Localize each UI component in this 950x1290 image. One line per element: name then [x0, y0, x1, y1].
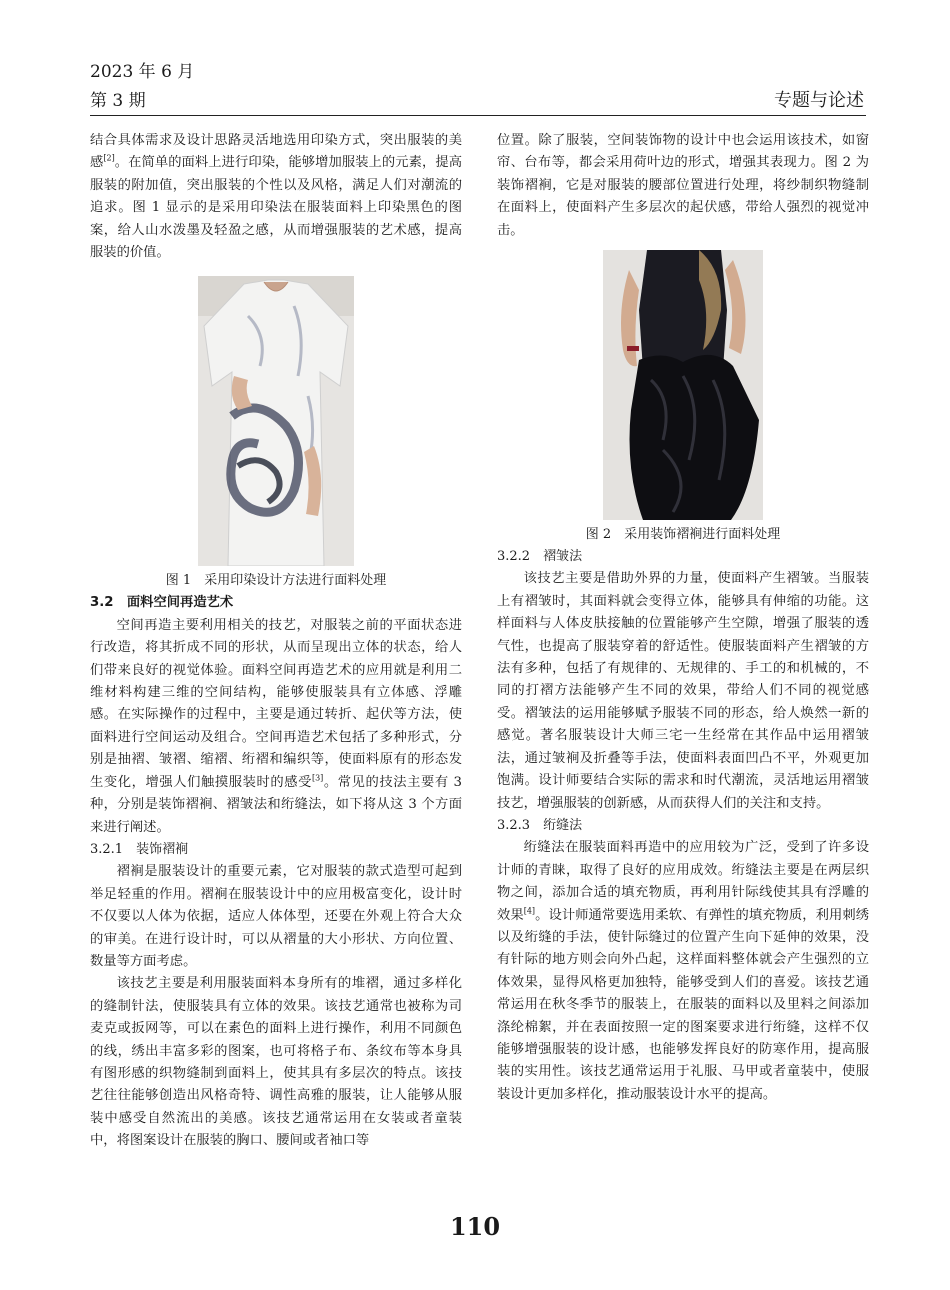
- figure-2-image: [603, 250, 763, 520]
- citation-ref: [3]: [311, 773, 324, 783]
- section-3-2-2-heading: 3.2.2 褶皱法: [497, 549, 583, 565]
- section-3-2-3-heading: 3.2.3 绗缝法: [497, 817, 583, 833]
- section-3-2-1-heading: 3.2.1 装饰褶裥: [90, 841, 189, 857]
- running-header-left: [90, 58, 194, 116]
- right-column: [497, 130, 869, 1106]
- issue-number: 第 3 期: [90, 91, 146, 111]
- citation-ref: [4]: [523, 906, 536, 916]
- header-rule: [90, 115, 866, 116]
- section-3-2-1-paragraph-1: 褶裥是服装设计的重要元素，它对服装的款式造型可起到举足轻重的作用。褶裥在服装设计中的应用极富变化，设计时不仅要以人体为依据，适应人体体型，还要在外观上符合大众的审美。在进行设计时，可以从褶量的大小形状、方向位置、数量等方面考虑。: [90, 864, 462, 969]
- section-3-2-1-paragraph-2: 该技艺主要是利用服装面料本身所有的堆褶，通过多样化的缝制针法，使服装具有立体的效果。该技艺通常也被称为司麦克或扳网等，可以在素色的面料上进行操作，利用不同颜色的线，绣出丰富多彩的图案，也可将格子布、条纹布等本身具有图形感的织物缝制到面料上，使其具有多层次的特点。该技艺往往能够创造出风格奇特、调性高雅的服装，让人能够从服装中感受自然流出的美感。该技艺通常运用在女装或者童装中，将图案设计在服装的胸口、腰间或者袖口等: [90, 976, 462, 1149]
- section-3-2-paragraph: 空间再造主要利用相关的技艺，对服装之前的平面状态进行改造，将其折成不同的形状，从而呈现出立体的状态，给人们带来良好的视觉体验。面料空间再造艺术的应用就是利用二维材料构建三维的空间结构，能够使服装具有立体感、浮雕感。在实际操作的过程中，主要是通过转折、起伏等方法，使面料进行空间运动及组合。空间再造艺术包括了多种形式，分别是抽褶、皱褶、缩褶、绗褶和编织等，使面料原有的形态发生变化，增强人们触摸服装时的感受[3]。常见的技法主要有 3 种，分别是装饰褶裥、褶皱法和绗缝法，如下将从这 3 个方面来进行阐述。: [90, 617, 463, 835]
- left-column: [90, 130, 462, 1153]
- section-3-2-heading: 3.2 面料空间再造艺术: [90, 595, 234, 611]
- continued-paragraph: 位置。除了服装，空间装饰物的设计中也会运用该技术，如窗帘、台布等，都会采用荷叶边的形式，增强其表现力。图 2 为装饰褶裥，它是对服装的腰部位置进行处理，将纱制织物缝制在面料上，使面料产生多层次的起伏感，带给人强烈的视觉冲击。: [497, 133, 869, 238]
- figure-1-image: [198, 276, 354, 566]
- pleated-dress-photo: [603, 250, 763, 520]
- citation-ref: [2]: [103, 153, 115, 163]
- section-3-2-2-paragraph: 该技艺主要是借助外界的力量，使面料产生褶皱。当服装上有褶皱时，其面料就会变得立体，能够具有伸缩的功能。这样面料与人体皮肤接触的位置能够产生空隙，增强了服装的透气性，也提高了服装穿着的舒适性。使服装面料产生褶皱的方法有多种，包括了有规律的、无规律的、手工的和机械的，不同的打褶方法能够产生不同的效果，带给人们不同的视觉感受。褶皱法的运用能够赋予服装不同的形态，给人焕然一新的感觉。著名服装设计大师三宅一生经常在其作品中运用褶皱法，通过皱裥及折叠等手法，使面料表面凹凸不平，外观更加饱满。设计师要结合实际的需求和时代潮流，灵活地运用褶皱技艺，增强服装的创新感，从而获得人们的关注和支持。: [497, 571, 869, 811]
- figure-1-caption: 图 1 采用印染设计方法进行面料处理: [165, 573, 387, 589]
- figure-2-caption: 图 2 采用装饰褶裥进行面料处理: [585, 527, 781, 543]
- page-number: 110: [449, 1212, 501, 1241]
- printed-dress-photo: [198, 276, 354, 566]
- section-3-2-3-paragraph: 绗缝法在服装面料再造中的应用较为广泛，受到了许多设计师的青睐，取得了良好的应用成效。绗缝法主要是在两层织物之间，添加合适的填充物质，再利用针际线使其具有浮雕的效果[4]。设计师通常要选用柔软、有弹性的填充物质，利用刺绣以及绗缝的手法，使针际缝过的位置产生向下延伸的效果，没有针际的地方则会向外凸起，这样面料整体就会产生强烈的立体效果，显得风格更加独特，能够受到人们的喜爱。该技艺通常运用在秋冬季节的服装上，在服装的面料以及里料之间添加涤纶棉絮，并在表面按照一定的图案要求进行绗缝，这样不仅能够增强服装的设计感，也能够发挥良好的防寒作用，提高服装的实用性。该技艺通常运用于礼服、马甲或者童装中，使服装设计更加多样化，推动服装设计水平的提高。: [497, 840, 870, 1102]
- issue-date: 2023 年 6 月: [90, 62, 195, 82]
- section-name: 专题与论述: [774, 90, 864, 111]
- intro-paragraph: 结合具体需求及设计思路灵活地选用印染方式，突出服装的美感[2]。在简单的面料上进行印染，能够增加服装上的元素，提高服装的附加值，突出服装的个性以及风格，满足人们对潮流的追求。图 1 显示的是采用印染法在服装面料上印染黑色的图案，给人山水泼墨及轻盈之感，从而增强服装的艺术感，提高服装的价值。: [90, 133, 463, 261]
